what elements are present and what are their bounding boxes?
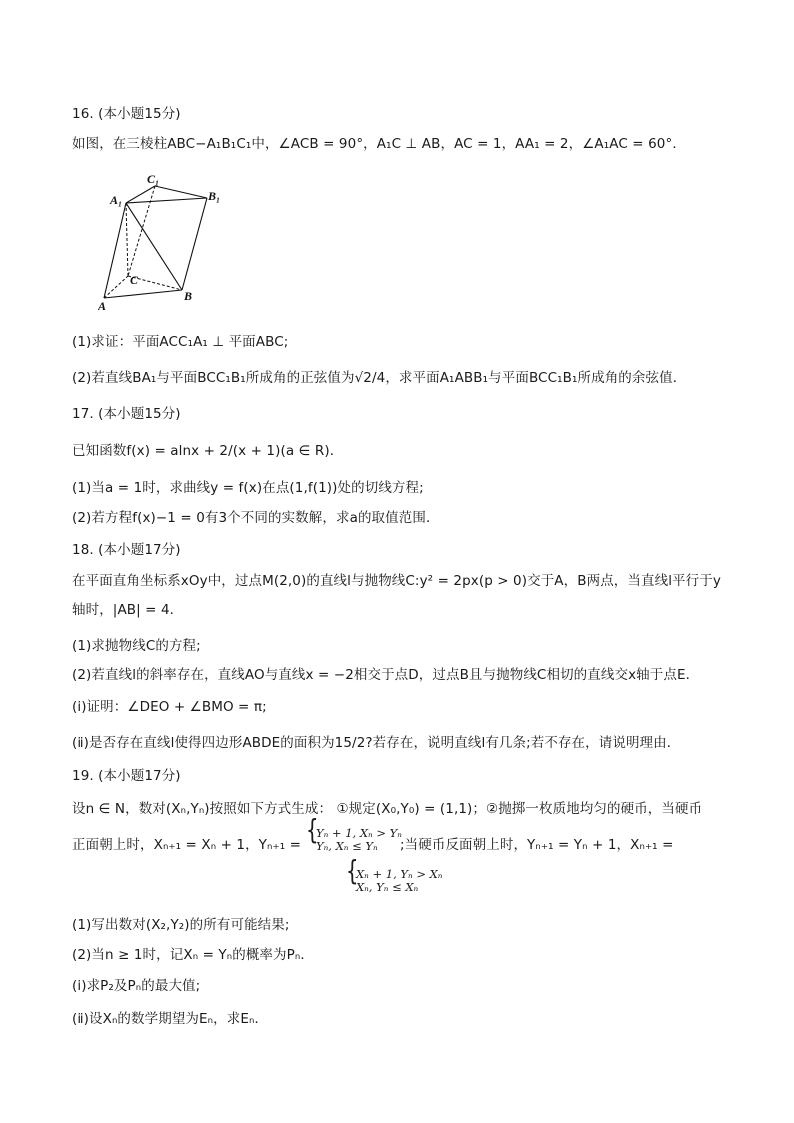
left-brace-icon: { bbox=[306, 813, 319, 846]
problem-19-stem-line1: 设n ∈ N，数对(Xₙ,Yₙ)按照如下方式生成： ①规定(X₀,Y₀) = (1,1)；②抛掷一枚质地均匀的硬币，当硬币 bbox=[72, 801, 703, 817]
problem-19-stem-line2-a: 正面朝上时，Xₙ₊₁ = Xₙ + 1，Yₙ₊₁ = bbox=[72, 837, 302, 853]
label-a: A bbox=[98, 299, 107, 313]
edge-a1-a bbox=[104, 203, 126, 298]
problem-18-q2-i: (ⅰ)证明：∠DEO + ∠BMO = π; bbox=[72, 699, 267, 715]
problem-16-q1: (1)求证：平面ACC₁A₁ ⊥ 平面ABC; bbox=[72, 334, 289, 350]
label-c1: C₁ bbox=[147, 172, 160, 186]
problem-19-q1: (1)写出数对(X₂,Y₂)的所有可能结果; bbox=[72, 917, 290, 933]
piecewise-x bbox=[346, 854, 443, 894]
problem-18-q2-ii: (ⅱ)是否存在直线l使得四边形ABDE的面积为15/2?若存在，说明直线l有几条;若不存在，请说明理由． bbox=[72, 735, 681, 751]
problem-17-q1: (1)当a = 1时，求曲线y = f(x)在点(1,f(1))处的切线方程; bbox=[72, 480, 424, 496]
problem-19-header: 19. (本小题17分) bbox=[72, 768, 181, 784]
prism-figure bbox=[98, 166, 230, 318]
problem-17-header: 17. (本小题15分) bbox=[72, 406, 181, 422]
problem-19-stem-line2-b: ;当硬币反面朝上时，Yₙ₊₁ = Yₙ + 1，Xₙ₊₁ = bbox=[400, 837, 674, 853]
label-b: B bbox=[184, 289, 193, 303]
problem-16-q2: (2)若直线BA₁与平面BCC₁B₁所成角的正弦值为√2/4，求平面A₁ABB₁与平面BCC₁B₁所成角的余弦值． bbox=[72, 370, 687, 386]
problem-18-stem-line2: 轴时，|AB| = 4． bbox=[72, 602, 184, 618]
edge-c1-b1 bbox=[155, 186, 207, 198]
problem-18-q1: (1)求抛物线C的方程; bbox=[72, 638, 201, 654]
problem-17-q2: (2)若方程f(x)−1 = 0有3个不同的实数解，求a的取值范围． bbox=[72, 510, 440, 526]
problem-18-q2: (2)若直线l的斜率存在，直线AO与直线x = −2相交于点D，过点B且与抛物线C相切的直线交x轴于点E． bbox=[72, 667, 700, 683]
piecewise-y-row1: Yₙ + 1, Xₙ > Yₙ bbox=[316, 826, 402, 840]
label-b1: B₁ bbox=[208, 189, 221, 203]
left-brace-icon: { bbox=[346, 854, 359, 887]
problem-18-stem-line1: 在平面直角坐标系xOy中，过点M(2,0)的直线l与抛物线C:y² = 2px(p > 0)交于A，B两点，当直线l平行于y bbox=[72, 573, 721, 589]
piecewise-y bbox=[306, 813, 402, 853]
problem-16-stem: 如图，在三棱柱ABC−A₁B₁C₁中，∠ACB = 90°，A₁C ⊥ AB，AC = 1，AA₁ = 2，∠A₁AC = 60°． bbox=[72, 136, 686, 152]
edge-a-b bbox=[104, 290, 182, 298]
label-a1: A₁ bbox=[110, 193, 123, 207]
problem-19-q2-i: (ⅰ)求P₂及Pₙ的最大值; bbox=[72, 978, 201, 994]
edge-a1-c bbox=[126, 203, 128, 276]
problem-17-stem: 已知函数f(x) = alnx + 2/(x + 1)(a ∈ R)． bbox=[72, 443, 344, 459]
problem-19-q2: (2)当n ≥ 1时，记Xₙ = Yₙ的概率为Pₙ． bbox=[72, 947, 314, 963]
piecewise-x-row2: Xₙ, Yₙ ≤ Xₙ bbox=[356, 880, 419, 894]
piecewise-x-row1: Xₙ + 1, Yₙ > Xₙ bbox=[356, 867, 443, 881]
edge-b1-b bbox=[182, 198, 207, 290]
piecewise-y-row2: Yₙ, Xₙ ≤ Yₙ bbox=[316, 839, 378, 853]
problem-18-header: 18. (本小题17分) bbox=[72, 542, 181, 558]
problem-19-q2-ii: (ⅱ)设Xₙ的数学期望为Eₙ，求Eₙ． bbox=[72, 1011, 269, 1027]
label-c: C bbox=[130, 273, 139, 287]
edge-a1-b1 bbox=[126, 198, 207, 203]
edge-a-c bbox=[104, 276, 128, 298]
problem-16-header: 16. (本小题15分) bbox=[72, 106, 181, 122]
